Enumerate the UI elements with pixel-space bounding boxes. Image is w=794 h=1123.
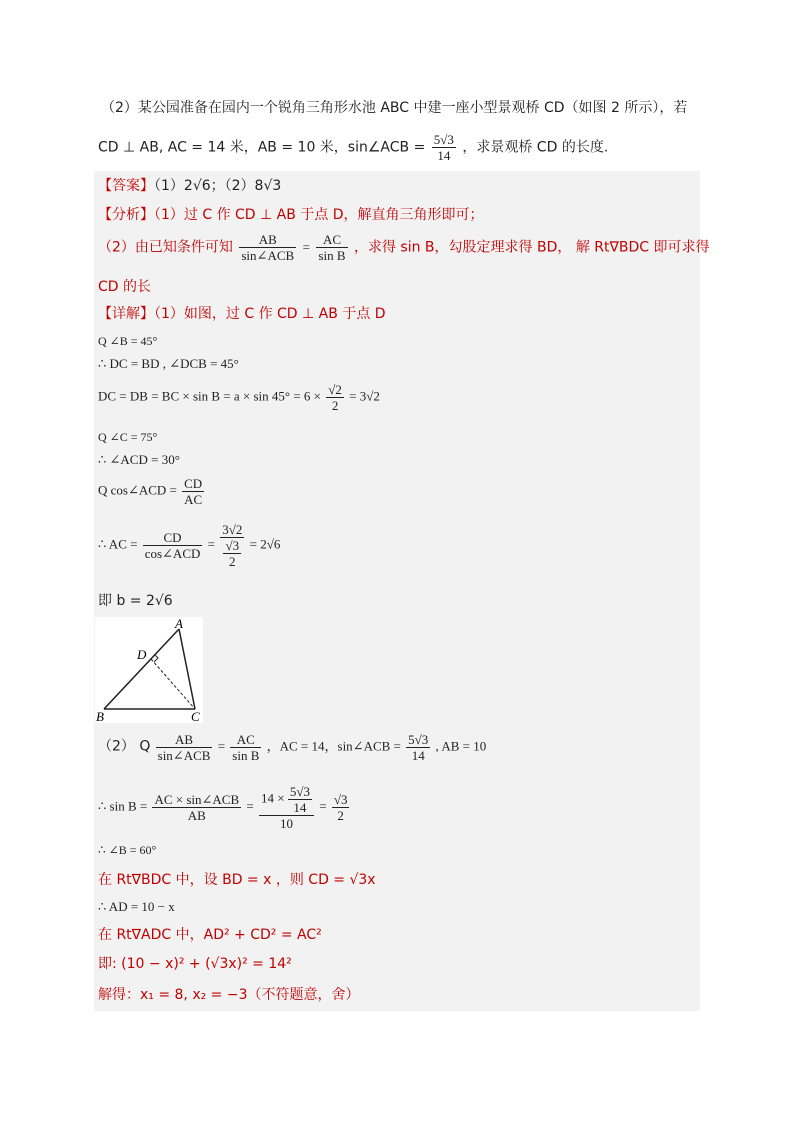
part2-sinb-num2-wrap: [259, 784, 314, 815]
detail-step-4: Q ∠C = 75°: [98, 430, 158, 444]
detail-step-7-num2: 3√2: [222, 522, 243, 537]
detail-step-7-fraction-1: [143, 530, 203, 561]
detail-step-6-den: AC: [184, 492, 203, 507]
detail-step-7: [98, 522, 280, 569]
part2-sinb-den: AB: [152, 807, 241, 823]
analysis-equals: =: [302, 239, 310, 255]
part2-post: , AB = 10: [435, 738, 487, 754]
detail-step-7-num3: √3: [225, 538, 240, 553]
part2-fraction-3: [406, 732, 430, 763]
part2-sinb-equals: =: [246, 798, 254, 814]
detail-step-7-den2: [220, 537, 244, 569]
detail-label: 【详解】: [98, 306, 154, 322]
detail-step-7-post: = 2√6: [249, 536, 281, 552]
part2-sinb-num: AC × sin∠ACB: [154, 792, 240, 807]
part2-sinb-pre: ∴ sin B =: [98, 798, 148, 814]
part2-sinb-fraction-1: [152, 792, 241, 823]
part2-line-2: [98, 784, 351, 831]
part2-fraction-1: [156, 732, 213, 763]
part2-line-5: ∴ AD = 10 − x: [98, 899, 175, 914]
detail-step-6: [98, 476, 206, 507]
detail-step-7-num: CD: [163, 530, 182, 545]
analysis-fraction-2: [316, 232, 347, 263]
detail-step-6-num: CD: [184, 476, 203, 491]
part2-line-3: ∴ ∠B = 60°: [98, 843, 157, 857]
detail-step-3-post: = 3√2: [349, 388, 380, 404]
answer-text: （1）2√6；（2）8√3: [154, 178, 282, 194]
part2-fraction-3-den: 14: [406, 747, 430, 763]
part2-sinb-den2: 10: [259, 815, 314, 831]
analysis-line-2: [98, 232, 709, 263]
part2-line-8: 解得：x₁ = 8, x₂ = −3（不符题意，舍）: [98, 987, 360, 1003]
detail-step-7-den: cos∠ACD: [144, 546, 201, 561]
analysis-part1: （1）过 C 作 CD ⊥ AB 于点 D，解直角三角形即可；: [154, 207, 484, 223]
question-given: CD ⊥ AB, AC = 14 米，AB = 10 米，sin∠ACB =: [98, 139, 426, 156]
part2-fraction-1-num: AB: [175, 732, 194, 747]
analysis-fraction-2-num: AC: [322, 232, 341, 247]
part2-sinb-num4: √3: [333, 792, 348, 807]
detail-step-3: [98, 382, 380, 413]
part2-equals: =: [217, 738, 226, 754]
part2-sinb-num2: 14 ×: [260, 790, 285, 806]
part2-line-6: 在 Rt∇ADC 中，AD² + CD² = AC²: [98, 927, 322, 943]
detail-step-1: Q ∠B = 45°: [98, 334, 158, 348]
analysis-line-2-pre: （2）由已知条件可知: [98, 239, 233, 256]
analysis-line-2-post: ，求得 sin B，勾股定理求得 BD， 解 Rt∇BDC 即可求得: [353, 239, 710, 256]
part2-fraction-1-den: sin∠ACB: [157, 748, 211, 763]
answer-line: [98, 175, 281, 195]
part2-line-1: [98, 732, 486, 763]
detail-step-6-fraction: [182, 476, 204, 507]
analysis-fraction-1-den: sin∠ACB: [241, 248, 295, 263]
analysis-line-3: CD 的长: [98, 279, 152, 295]
answer-label: 【答案】: [98, 178, 154, 194]
analysis-fraction-1: [239, 232, 296, 263]
label-d: D: [137, 647, 147, 662]
detail-step-7-inner-fraction: [223, 538, 241, 569]
detail-step-5: ∴ ∠ACD = 30°: [98, 452, 180, 467]
part2-middle: ，AC = 14，sin∠ACB =: [266, 738, 401, 754]
detail-step-3-num: √2: [328, 382, 342, 397]
triangle-figure: [95, 617, 203, 723]
analysis-fraction-2-den: sin B: [318, 248, 346, 263]
detail-step-6-pre: Q cos∠ACD =: [98, 482, 177, 498]
part2-sinb-inner-den: 14: [288, 799, 312, 815]
label-b: B: [96, 709, 104, 723]
part2-sinb-inner-fraction: [288, 784, 312, 815]
label-c: C: [191, 709, 200, 723]
analysis-label: 【分析】: [98, 207, 154, 223]
detail-line-intro: [98, 303, 386, 323]
label-a: A: [175, 617, 183, 631]
detail-step-3-pre: DC = DB = BC × sin B = a × sin 45° = 6 ×: [98, 388, 322, 404]
part2-line-7: 即: (10 − x)² + (√3x)² = 14²: [98, 956, 292, 972]
question-line-2: [98, 132, 608, 163]
detail-step-3-fraction: [326, 382, 344, 413]
analysis-line-1: [98, 204, 484, 224]
question-fraction: [432, 132, 456, 163]
detail-step-3-den: 2: [326, 397, 344, 413]
part2-fraction-3-num: 5√3: [408, 732, 429, 747]
question-fraction-den: 14: [432, 147, 456, 163]
detail-step-7-fraction-2: [220, 522, 244, 569]
part2-line-4: 在 Rt∇BDC 中，设 BD = x ，则 CD = √3x: [98, 872, 376, 888]
analysis-fraction-1-num: AB: [258, 232, 277, 247]
question-fraction-num: 5√3: [433, 132, 454, 147]
detail-step-2: ∴ DC = BD , ∠DCB = 45°: [98, 356, 239, 371]
question-line-1: （2）某公园准备在园内一个锐角三角形水池 ABC 中建一座小型景观桥 CD（如图 2 所示），若: [101, 100, 688, 116]
part2-sinb-fraction-2: [259, 784, 314, 831]
part2-sinb-equals-2: =: [319, 798, 327, 814]
detail-step-7-den3: 2: [223, 553, 241, 569]
question-ask: ，求景观桥 CD 的长度.: [462, 139, 609, 156]
detail-step-8: 即 b = 2√6: [98, 593, 173, 609]
part2-sinb-den4: 2: [332, 807, 350, 823]
part2-prefix: （2） Q: [98, 738, 151, 755]
part2-sinb-fraction-3: [332, 792, 350, 823]
detail-step-7-equals: =: [207, 536, 215, 552]
part2-fraction-2-num: AC: [236, 732, 255, 747]
detail-step-7-pre: ∴ AC =: [98, 536, 138, 552]
detail-intro: （1）如图，过 C 作 CD ⊥ AB 于点 D: [154, 306, 386, 322]
part2-sinb-inner-num: 5√3: [289, 784, 310, 799]
part2-fraction-2-den: sin B: [232, 748, 260, 763]
part2-fraction-2: [230, 732, 261, 763]
